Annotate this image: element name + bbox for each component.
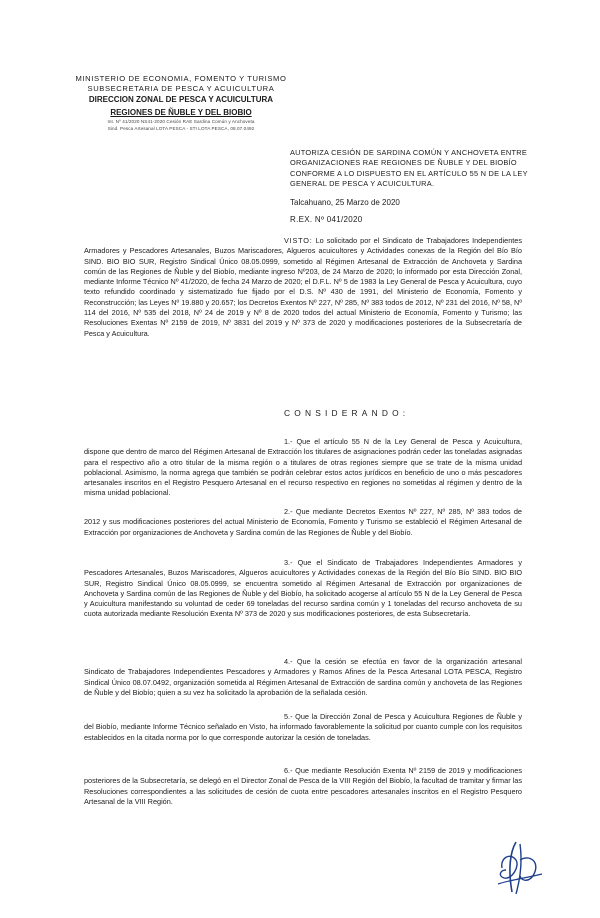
considerando-text-2: 2.- Que mediante Decretos Exentos Nº 227, Nº 285, Nº 383 todos de 2012 y sus modificaciones posteriores del actual Ministerio de Economía, Fomento y Turismo se estableció el Régimen Artesanal de Extracción por organizaciones de Anchoveta y Sardina común de las Regiones de Ñuble y del Biobío. bbox=[84, 507, 522, 537]
undersecretariat-name: SUBSECRETARIA DE PESCA Y ACUICULTURA bbox=[87, 84, 275, 93]
place-and-date: Talcahuano, 25 Marzo de 2020 bbox=[290, 198, 400, 207]
file-reference-line-1: Int. Nº 41/2020 NS41-2020 Cesión RAE Sardina Común y Anchoveta bbox=[107, 119, 255, 124]
visto-paragraph bbox=[84, 236, 522, 339]
directorate-name: DIRECCION ZONAL DE PESCA Y ACUICULTURA bbox=[88, 95, 274, 104]
considerando-heading: CONSIDERANDO: bbox=[284, 408, 410, 418]
considerando-paragraph-4 bbox=[84, 657, 522, 698]
considerando-paragraph-2 bbox=[84, 507, 522, 538]
considerando-paragraph-5 bbox=[84, 712, 522, 743]
visto-text: Lo solicitado por el Sindicato de Trabajadores Independientes Armadores y Pescadores Artesanales, Buzos Mariscadores, Algueros acuicultores y Actividades conexas de la Región del Bío Bío SIND. BIO BIO SUR, Registro Sindical Único 08.05.0999, sometido al Régimen Artesanal de Extracción de Anchoveta y Sardina común de las Regiones de Ñuble y del Biobío, mediante ingreso Nº203, de 24 Marzo de 2020; lo informado por esta Dirección Zonal, mediante Informe Técnico Nº 41/2020, de fecha 24 Marzo de 2020; el D.F.L. Nº 5 de 1983 la Ley General de Pesca y Acuicultura, cuyo texto refundido coordinado y sistematizado fue fijado por el D.S. Nº 430 de 1991, del Ministerio de Economía, Fomento y Reconstrucción; las Leyes Nº 19.880 y 20.657; los Decretos Exentos Nº 227, Nº 285, Nº 383 todos de 2012, Nº 231 del 2016, Nº 58, Nº 114 del 2016, Nº 535 del 2018, Nº 24 de 2019 y Nº 8 de 2020 todos del actual Ministerio de Economía, Fomento y Turismo; las Resoluciones Exentas Nº 2159 de 2019, Nº 3831 del 2019 y Nº 373 de 2020 y modificaciones posteriores de la Subsecretaría de Pesca y Acuicultura. bbox=[84, 236, 522, 338]
considerando-text-1: 1.- Que el artículo 55 N de la Ley General de Pesca y Acuicultura, dispone que dentro de marco del Régimen Artesanal de Extracción los titulares de asignaciones podrán ceder las toneladas asignadas para el respectivo año a otro titular de la misma región o a titulares de otras regiones siempre que se trate de la misma unidad poblacional. Asimismo, la norma agrega que también se podrán celebrar estos actos jurídicos en beneficio de uno o más pescadores artesanales inscritos en el Registro Pesquero Artesanal en el recurso respectivo en regiones no sometidas al régimen y dentro de la misma unidad poblacional. bbox=[84, 437, 522, 498]
resolution-subject: AUTORIZA CESIÓN DE SARDINA COMÚN Y ANCHOVETA ENTRE ORGANIZACIONES RAE REGIONES DE ÑUBLE Y DEL BIOBÍO CONFORME A LO DISPUESTO EN EL ARTÍCULO 55 N DE LA LEY GENERAL DE PESCA Y ACUICULTURA. bbox=[290, 148, 528, 189]
considerando-text-4: 4.- Que la cesión se efectúa en favor de la organización artesanal Sindicato de Trabajadores Independientes Pescadores y Armadores y Ramos Afines de la Pesca Artesanal LOTA PESCA, Registro Sindical Único 08.07.0492, organización sometida al Régimen Artesanal de Extracción de sardina común y anchoveta de las Regiones de Ñuble y del Biobío; quien a su vez ha solicitado la aprobación de la señalada cesión. bbox=[84, 657, 522, 697]
letterhead bbox=[56, 74, 306, 132]
visto-label: VISTO: bbox=[284, 236, 313, 245]
considerando-text-6: 6.- Que mediante Resolución Exenta Nº 2159 de 2019 y modificaciones posteriores de la Subsecretaría, se delegó en el Director Zonal de Pesca de la VIII Región del Biobío, la facultad de tramitar y firmar las Resoluciones correspondientes a las solicitudes de cesión de cuota entre pescadores artesanales inscritos en el Registro Pesquero Artesanal de la VIII Región. bbox=[84, 766, 522, 806]
regions-name: REGIONES DE ÑUBLE Y DEL BIOBIO bbox=[110, 108, 252, 117]
considerando-text-5: 5.- Que la Dirección Zonal de Pesca y Acuicultura Regiones de Ñuble y del Biobío, mediante Informe Técnico señalado en Visto, ha informado favorablemente la solicitud por cuanto cumple con los requisitos establecidos en la citada norma por lo que corresponde autorizar la cesión de toneladas. bbox=[84, 712, 522, 742]
considerando-paragraph-1 bbox=[84, 437, 522, 499]
handwritten-signature-icon bbox=[486, 838, 546, 898]
considerando-paragraph-3 bbox=[84, 558, 522, 620]
file-reference-line-2: Sind. Pesca Artesanal LOTA PESCA - STI LOTA PESCA, 08.07.0492 bbox=[107, 125, 255, 131]
considerando-text-3: 3.- Que el Sindicato de Trabajadores Independientes Armadores y Pescadores Artesanales, Buzos Mariscadores, Algueros acuicultores y Actividades conexas de la Región del Bío Bío SIND. BIO BIO SUR, Registro Sindical Único 08.05.0999, se encuentra sometido al Régimen Artesanal de Extracción por organizaciones de Anchoveta y Sardina común de las Regiones de Ñuble y del Biobío, ha solicitado acogerse al artículo 55 N de la Ley General de Pesca y Acuicultura manifestando su voluntad de ceder 69 toneladas del recurso sardina común y 1 toneladas del recurso anchoveta de su cuota autorizada mediante Resolución Exenta Nº 373 de 2020 y sus modificaciones posteriores, de esta Subsecretaría. bbox=[84, 558, 522, 619]
considerando-paragraph-6 bbox=[84, 766, 522, 807]
resolution-number: R.EX. Nº 041/2020 bbox=[290, 215, 363, 224]
ministry-name: MINISTERIO DE ECONOMIA, FOMENTO Y TURISMO bbox=[75, 74, 287, 83]
